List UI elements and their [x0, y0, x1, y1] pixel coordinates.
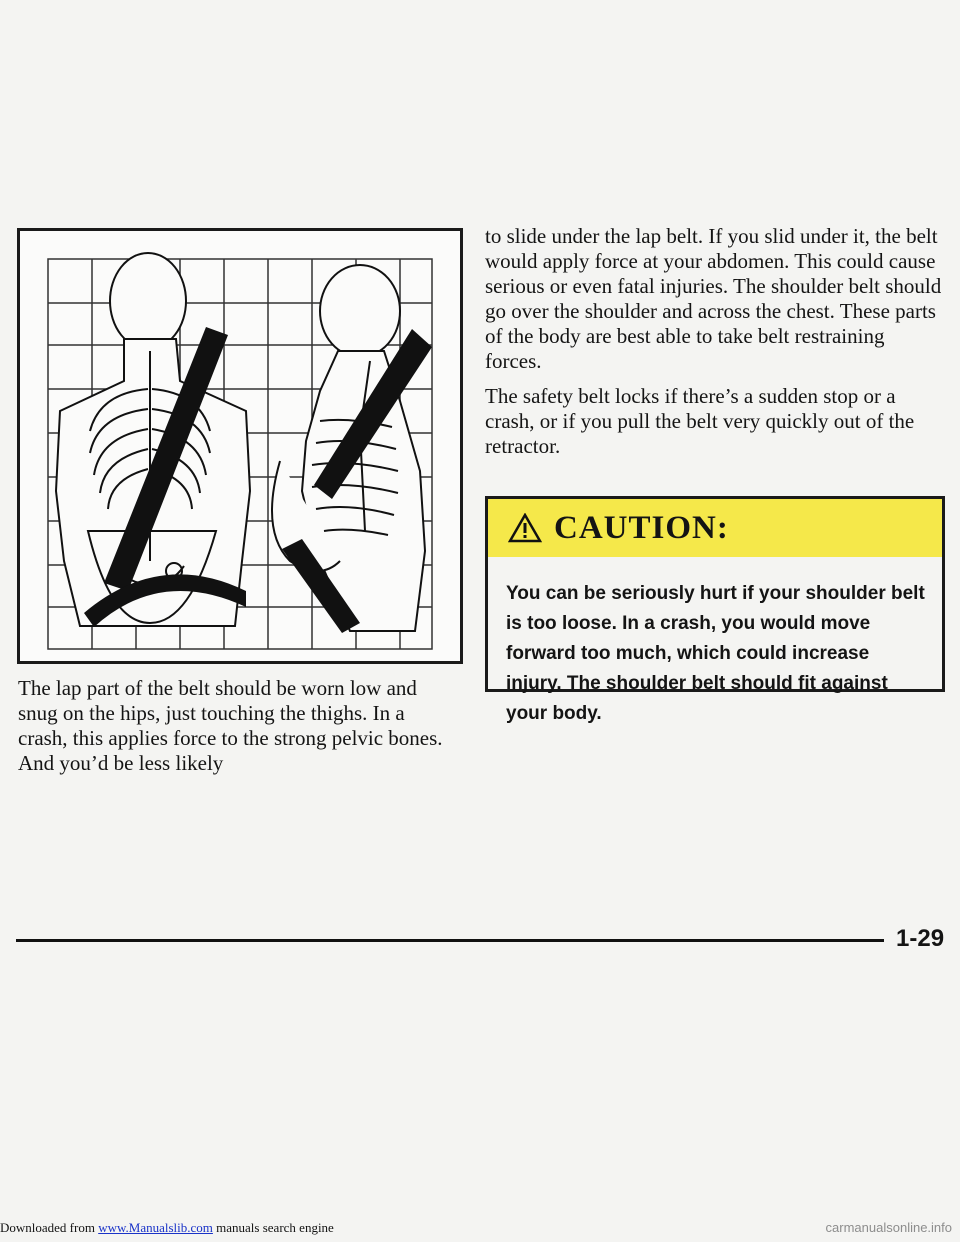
caution-header: [488, 499, 942, 557]
caution-text: You can be seriously hurt if your shoulder belt is too loose. In a crash, you would move forward too much, which could increase injury. The shoulder belt should fit against your body.: [506, 583, 925, 724]
footer-text: [0, 1214, 334, 1242]
warning-triangle-icon: [508, 513, 542, 543]
caution-box: [485, 496, 945, 724]
lap-belt-continuation: to slide under the lap belt. If you slid under it, the belt would apply force at your abdomen. This could cause serious or even fatal injuries. The shoulder belt should go over the shoulder and across the chest. These parts of the body are best able to take belt restraining forces.: [485, 224, 942, 373]
lap-belt-paragraph: The lap part of the belt should be worn low and snug on the hips, just touching the thighs. In a crash, this applies force to the strong pelvic bones. And you’d be less likely: [18, 676, 443, 775]
caution-title: CAUTION:: [554, 509, 729, 546]
belt-lock-paragraph: The safety belt locks if there’s a sudden stop or a crash, or if you pull the belt very quickly out of the retractor.: [485, 384, 915, 458]
footer-prefix: Downloaded from: [0, 1220, 99, 1235]
seatbelt-illustration: [17, 228, 463, 664]
page-number: 1-29: [896, 925, 945, 952]
page-divider: [16, 939, 884, 942]
right-column: [485, 224, 945, 459]
footer-suffix: manuals search engine: [212, 1220, 334, 1235]
skeleton-seatbelt-drawing: [20, 231, 460, 661]
manualslib-link[interactable]: www.Manualslib.com: [98, 1220, 213, 1235]
watermark: carmanualsonline.info: [825, 1220, 952, 1235]
footer: [0, 1214, 960, 1242]
